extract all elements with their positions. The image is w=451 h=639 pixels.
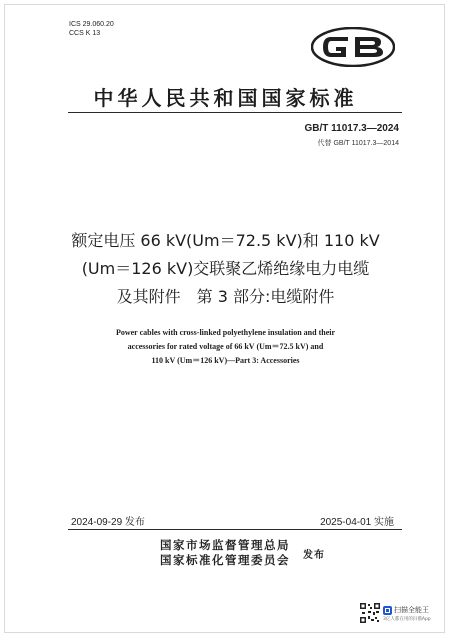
- title-en-line-2: accessories for rated voltage of 66 kV (Um＝72.5 kV) and: [127, 342, 324, 351]
- ics-code: ICS 29.060.20: [69, 21, 114, 28]
- scanner-brand: [383, 605, 429, 615]
- standard-number: GB/T 11017.3—2024: [304, 123, 399, 134]
- replaces-standard: 代替 GB/T 11017.3—2014: [317, 140, 399, 147]
- title-en-line-1: Power cables with cross-linked polyethylene insulation and their: [115, 328, 336, 337]
- ccs-code: CCS K 13: [69, 30, 101, 37]
- scan-app-icon: [383, 606, 392, 615]
- header-divider: [68, 112, 402, 113]
- title-cn-line-2: (Um＝126 kV)交联聚乙烯绝缘电力电缆: [81, 259, 370, 278]
- document-title-cn: [0, 227, 451, 311]
- qr-code-icon: [360, 603, 380, 623]
- title-en-line-3: 110 kV (Um＝126 kV)—Part 3: Accessories: [151, 356, 300, 365]
- footer-divider: [68, 529, 402, 530]
- gb-logo-icon: [311, 27, 395, 67]
- ics-block: [69, 20, 114, 38]
- title-cn-line-1: 额定电压 66 kV(Um＝72.5 kV)和 110 kV: [71, 231, 380, 250]
- issuing-organizations: [160, 538, 290, 568]
- title-cn-line-3: 及其附件 第 3 部分:电缆附件: [116, 287, 335, 306]
- scanner-tagline: 3亿人都在用的扫描App: [383, 617, 431, 622]
- implementation-date: 2025-04-01 实施: [320, 517, 394, 528]
- scanner-brand-name: 扫描全能王: [394, 606, 429, 614]
- document-title-en: [0, 326, 451, 368]
- issuer-sac: 国家标准化管理委员会: [160, 553, 290, 567]
- page-title: 中华人民共和国国家标准: [93, 86, 358, 110]
- issuer-samr: 国家市场监督管理总局: [160, 538, 290, 552]
- issue-date: 2024-09-29 发布: [71, 517, 145, 528]
- publish-label: 发布: [303, 550, 325, 561]
